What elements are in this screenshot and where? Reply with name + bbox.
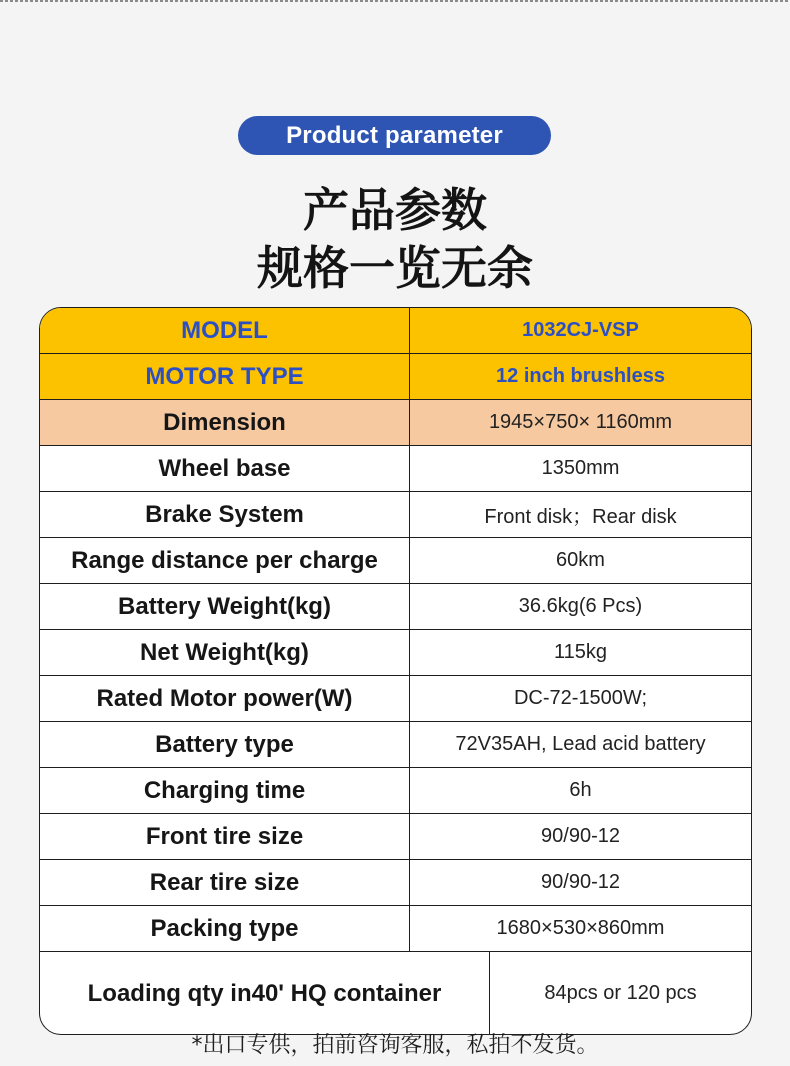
product-parameter-badge: Product parameter <box>238 116 551 155</box>
page-title-line-2: 规格一览无余 <box>257 241 533 295</box>
row-value: Front disk；Rear disk <box>484 506 677 528</box>
table-row-packing-type <box>40 905 751 951</box>
table-row-front-tire-size <box>40 813 751 859</box>
page-title-line-1: 产品参数 <box>303 183 487 237</box>
row-value: 1350mm <box>541 457 620 479</box>
row-label: Wheel base <box>40 446 410 491</box>
row-value: 12 inch brushless <box>496 365 665 387</box>
row-value: 90/90-12 <box>541 825 620 847</box>
row-value: 72V35AH, Lead acid battery <box>455 733 706 755</box>
spec-table <box>39 307 752 1035</box>
table-row-net-weight <box>40 629 751 675</box>
row-label: Loading qty in40' HQ container <box>40 952 490 1034</box>
row-value: 6h <box>569 779 592 801</box>
row-label: Rear tire size <box>40 860 410 905</box>
row-label: Battery type <box>40 722 410 767</box>
table-row-range-distance <box>40 537 751 583</box>
table-row-rear-tire-size <box>40 859 751 905</box>
row-label: Net Weight(kg) <box>40 630 410 675</box>
table-row-motor-type <box>40 353 751 399</box>
table-row-brake-system <box>40 491 751 537</box>
row-label: MODEL <box>40 308 410 353</box>
table-row-rated-motor-power <box>40 675 751 721</box>
table-row-battery-weight <box>40 583 751 629</box>
row-label: Rated Motor power(W) <box>40 676 410 721</box>
table-row-wheel-base <box>40 445 751 491</box>
row-value: 1945×750× 1160mm <box>488 411 673 433</box>
row-label: MOTOR TYPE <box>40 354 410 399</box>
top-dotted-rule <box>0 0 790 2</box>
table-row-battery-type <box>40 721 751 767</box>
table-row-model <box>40 308 751 353</box>
row-label: Dimension <box>40 400 410 445</box>
row-value: 84pcs or 120 pcs <box>544 981 697 1004</box>
row-value: 36.6kg(6 Pcs) <box>518 595 643 617</box>
row-label: Charging time <box>40 768 410 813</box>
table-row-dimension <box>40 399 751 445</box>
table-row-loading-qty <box>40 951 751 1034</box>
row-label: Front tire size <box>40 814 410 859</box>
row-value: 90/90-12 <box>541 871 620 893</box>
row-value: 60km <box>556 549 605 571</box>
row-label: Brake System <box>40 492 410 537</box>
row-value: 1680×530×860mm <box>496 917 665 939</box>
row-label: Packing type <box>40 906 410 951</box>
export-footnote: *出口专供，拍前咨询客服，私拍不发货。 <box>191 1033 599 1058</box>
table-row-charging-time <box>40 767 751 813</box>
row-value: 115kg <box>553 641 607 663</box>
row-label: Battery Weight(kg) <box>40 584 410 629</box>
row-label: Range distance per charge <box>40 538 410 583</box>
row-value: 1032CJ-VSP <box>522 319 639 341</box>
row-value: DC-72-1500W; <box>513 687 648 709</box>
